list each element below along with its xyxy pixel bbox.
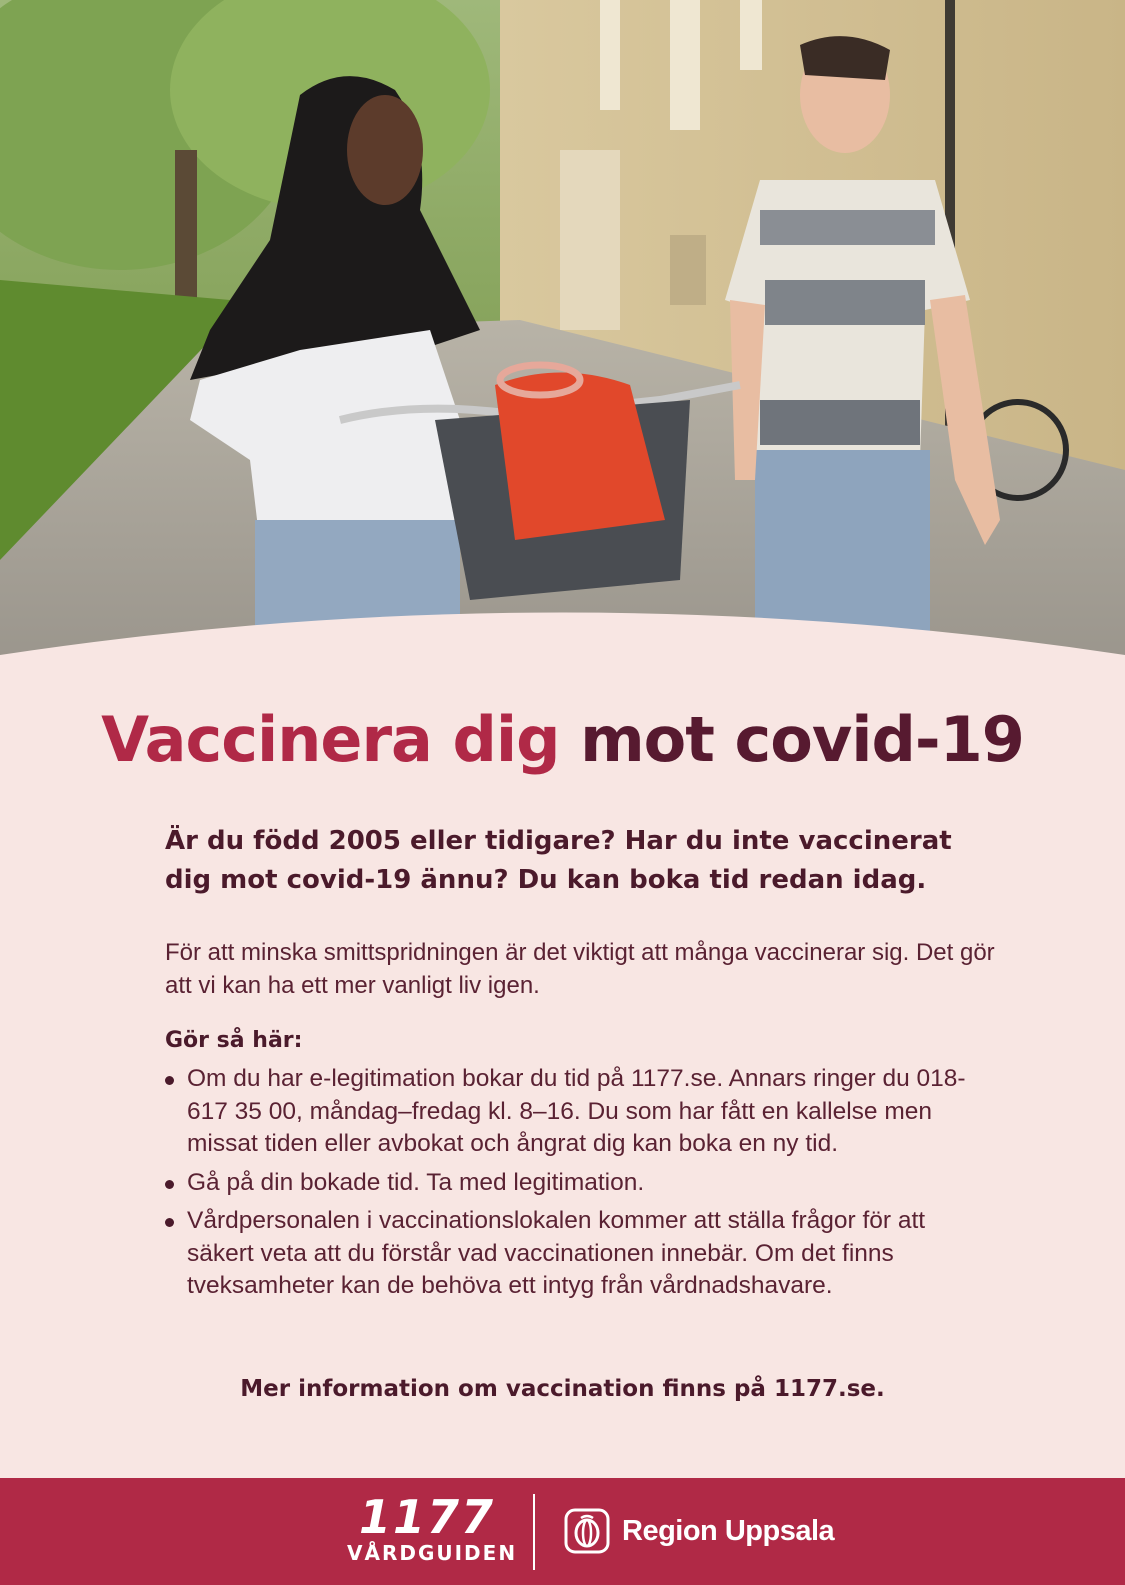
logo-subtitle: VÅRDGUIDEN xyxy=(347,1541,518,1565)
footer-bar xyxy=(0,1478,1125,1585)
list-item xyxy=(165,1167,975,1200)
howto-heading: Gör så här: xyxy=(165,1028,303,1053)
more-info-link-text: Mer information om vaccination finns på 1177.se. xyxy=(240,1376,885,1402)
title-rest: mot covid-19 xyxy=(580,703,1024,776)
list-item-text: Om du har e-legitimation bokar du tid på 1177.se. Annars ringer du 018-617 35 00, måndag–fredag kl. 8–16. Du som har fått en kallelse men missat tiden eller avbokat och ångrat dig kan boka en ny tid. xyxy=(187,1065,966,1157)
bullet-icon xyxy=(165,1180,174,1189)
bullet-icon xyxy=(165,1218,174,1227)
intro-paragraph: För att minska smittspridningen är det viktigt att många vaccinerar sig. Det gör att vi kan ha ett mer vanligt liv igen. xyxy=(165,939,995,999)
region-uppsala-logo xyxy=(564,1508,834,1554)
page-title xyxy=(0,700,1125,780)
howto-list xyxy=(165,1063,975,1309)
bullet-icon xyxy=(165,1076,174,1085)
region-name: Region Uppsala xyxy=(622,1514,835,1547)
logo-1177-vardguiden xyxy=(347,1490,518,1566)
logo-number: 1177 xyxy=(358,1490,496,1544)
list-item-text: Gå på din bokade tid. Ta med legitimation. xyxy=(187,1168,645,1196)
footer-divider xyxy=(533,1494,535,1570)
curved-divider xyxy=(0,590,1125,680)
list-item-text: Vårdpersonalen i vaccinationslokalen kommer att ställa frågor för att säkert veta att du förstår vad vaccinationen innebär. Om det finns tveksamheter kan de behöva ett intyg från vårdnadshavare. xyxy=(187,1207,926,1299)
lead-paragraph: Är du född 2005 eller tidigare? Har du inte vaccinerat dig mot covid-19 ännu? Du kan boka tid redan idag. xyxy=(165,826,952,895)
list-item xyxy=(165,1063,975,1161)
region-emblem-icon xyxy=(564,1508,610,1554)
title-accent: Vaccinera dig xyxy=(101,703,560,776)
list-item xyxy=(165,1205,975,1303)
